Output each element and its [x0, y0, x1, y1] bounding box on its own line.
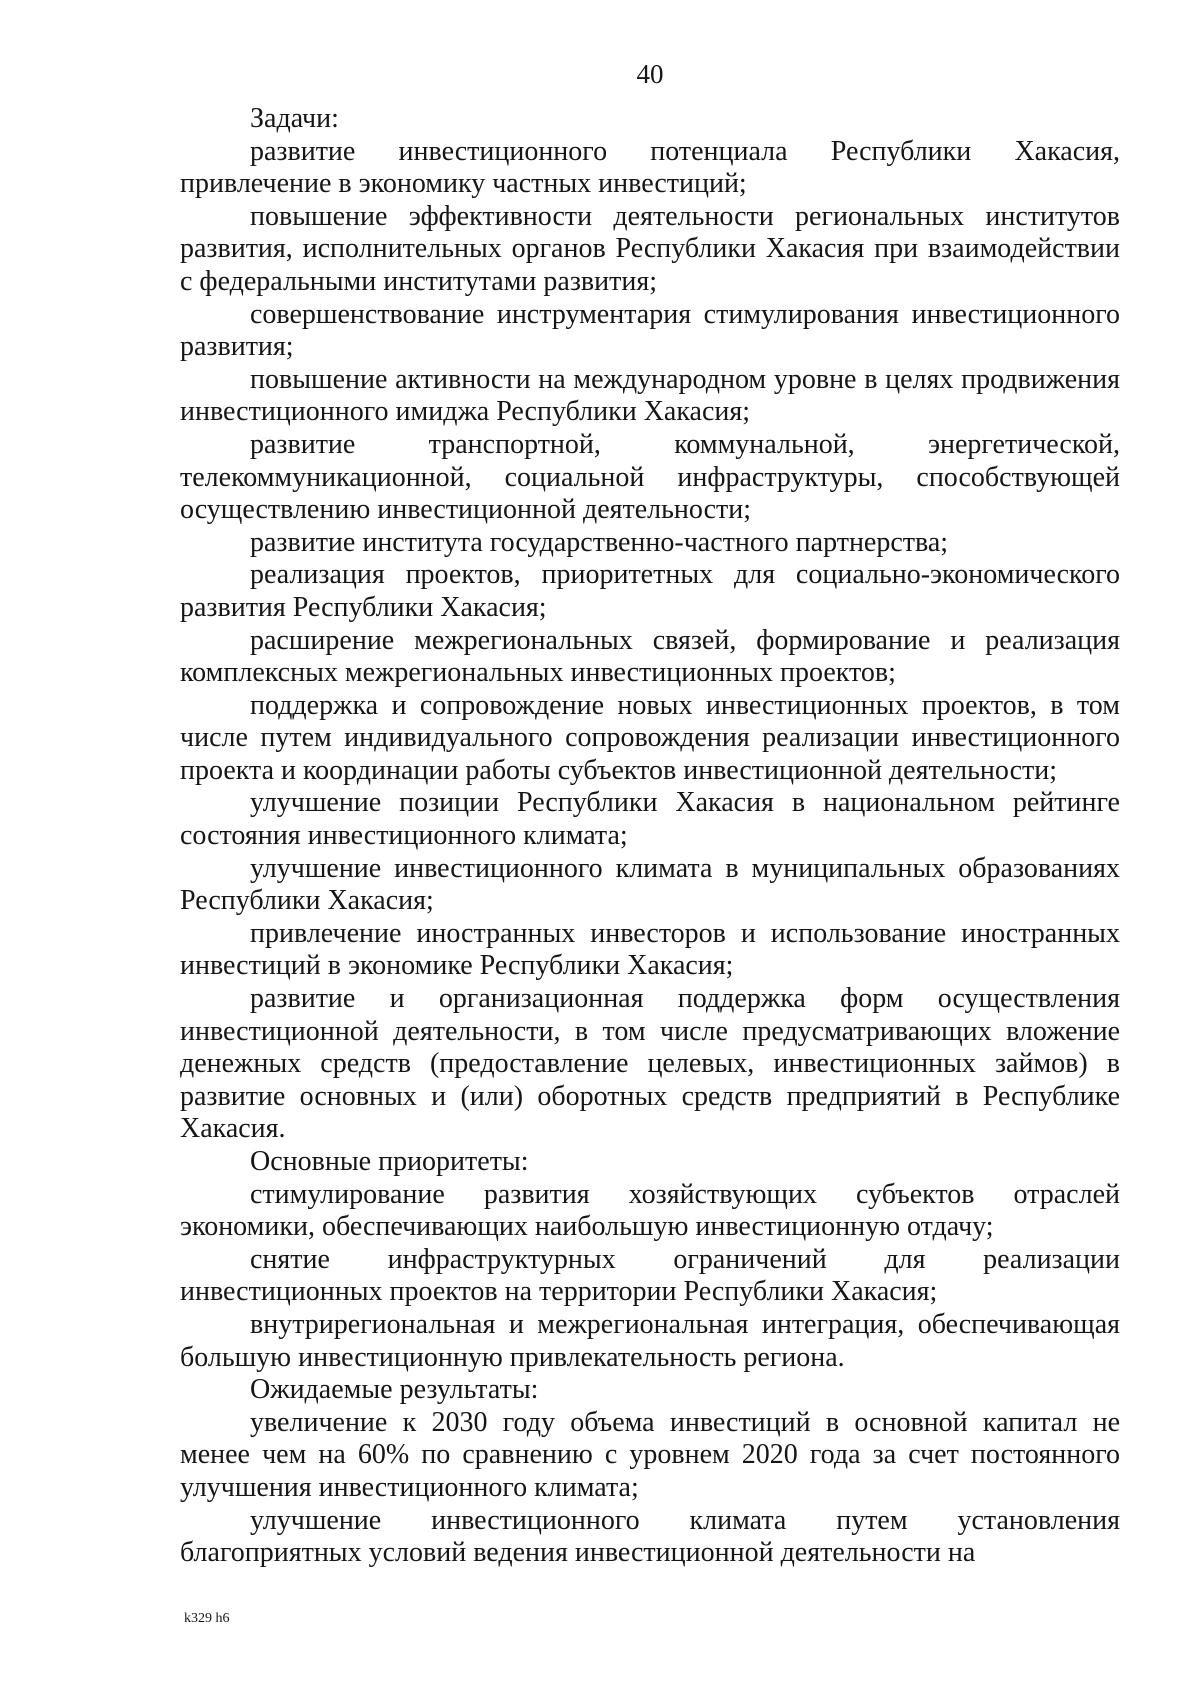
- paragraph: внутрирегиональная и межрегиональная интеграция, обеспечивающая большую инвестиционную привлекательность региона.: [180, 1308, 1120, 1373]
- paragraph: поддержка и сопровождение новых инвестиционных проектов, в том числе путем индивидуального сопровождения реализации инвестиционного проекта и координации работы субъектов инвестиционной деятельности;: [180, 689, 1120, 786]
- document-body: [180, 103, 1120, 1570]
- section-heading-tasks: Задачи:: [250, 103, 339, 134]
- paragraph: совершенствование инструментария стимулирования инвестиционного развития;: [180, 298, 1120, 363]
- paragraph: реализация проектов, приоритетных для социально-экономического развития Республики Хакасия;: [180, 559, 1120, 623]
- paragraph: расширение межрегиональных связей, формирование и реализация комплексных межрегиональных инвестиционных проектов;: [180, 624, 1120, 689]
- paragraph: привлечение иностранных инвесторов и использование иностранных инвестиций в экономике Республики Хакасия;: [180, 917, 1120, 982]
- paragraph: улучшение инвестиционного климата в муниципальных образованиях Республики Хакасия;: [180, 852, 1120, 917]
- paragraph: улучшение инвестиционного климата путем установления благоприятных условий ведения инвестиционной деятельности на: [180, 1504, 1120, 1569]
- paragraph: стимулирование развития хозяйствующих субъектов отраслей экономики, обеспечивающих наибольшую инвестиционную отдачу;: [180, 1178, 1120, 1243]
- document-code: k329 h6: [184, 1611, 230, 1626]
- paragraph: повышение активности на международном уровне в целях продвижения инвестиционного имиджа Республики Хакасия;: [180, 363, 1120, 428]
- paragraph: улучшение позиции Республики Хакасия в национальном рейтинге состояния инвестиционного климата;: [180, 787, 1120, 852]
- section-heading-priorities: Основные приоритеты:: [250, 1146, 529, 1177]
- paragraph: развитие и организационная поддержка форм осуществления инвестиционной деятельности, в том числе предусматривающих вложение денежных средств (предоставление целевых, инвестиционных займов) в развитие основных и (или) оборотных средств предприятий в Республике Хакасия.: [180, 983, 1120, 1145]
- paragraph: развитие института государственно-частного партнерства;: [250, 526, 949, 558]
- paragraph: увеличение к 2030 году объема инвестиций в основной капитал не менее чем на 60% по сравнению с уровнем 2020 года за счет постоянного улучшения инвестиционного климата;: [180, 1406, 1120, 1503]
- paragraph: развитие инвестиционного потенциала Республики Хакасия, привлечение в экономику частных инвестиций;: [180, 135, 1120, 200]
- paragraph: снятие инфраструктурных ограничений для реализации инвестиционных проектов на территории Республики Хакасия;: [180, 1243, 1120, 1308]
- page-number: 40: [636, 59, 664, 89]
- section-heading-results: Ожидаемые результаты:: [250, 1374, 539, 1406]
- paragraph: повышение эффективности деятельности региональных институтов развития, исполнительных органов Республики Хакасия при взаимодействии с федеральными институтами развития;: [180, 200, 1120, 297]
- paragraph: развитие транспортной, коммунальной, энергетической, телекоммуникационной, социальной инфраструктуры, способствующей осуществлению инвестиционной деятельности;: [180, 428, 1120, 526]
